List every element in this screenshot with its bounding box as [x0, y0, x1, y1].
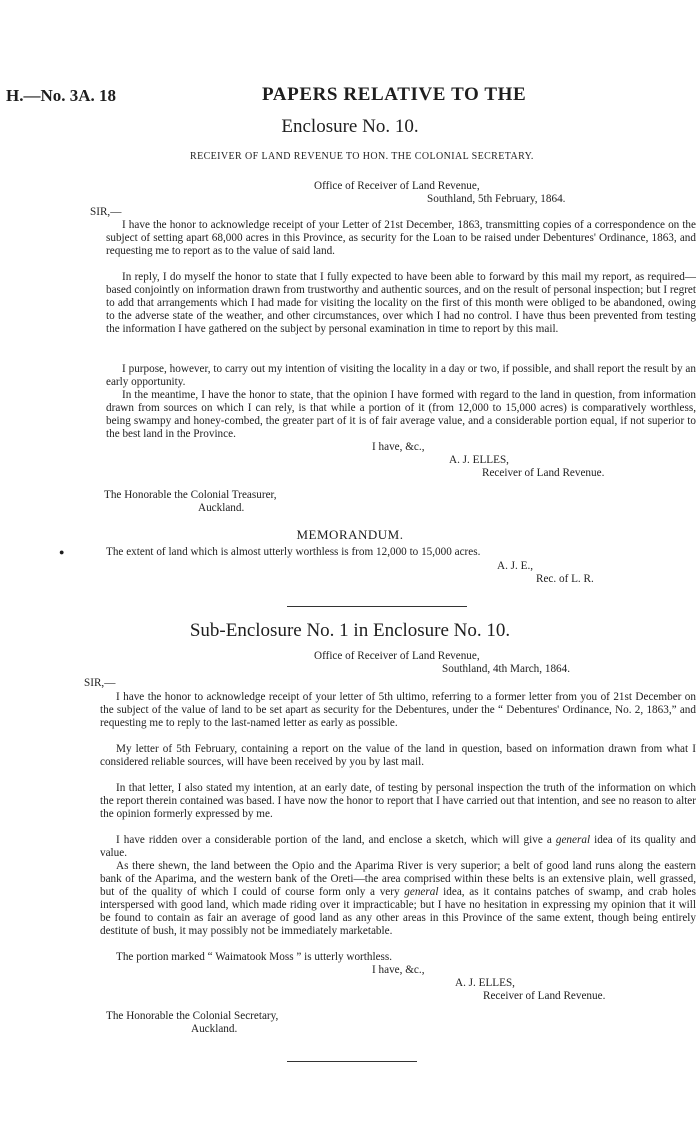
letter-paragraph: I have the honor to acknowledge receipt of your Letter of 21st December, 1863, transmitting copies of a correspondence on the subject of setting apart 68,000 acres in this Province, as security for the Loan to be raised under Debentures' Ordinance, 1863, and requesting me to report as to the value of said land.	[106, 219, 696, 258]
letter-paragraph: My letter of 5th February, containing a report on the value of the land in question, based on information drawn from what I considered reliable sources, will have been received by you by last mail.	[100, 743, 696, 769]
signature-title: Receiver of Land Revenue.	[483, 990, 606, 1002]
bullet-mark: ●	[59, 547, 65, 557]
memorandum-text: The extent of land which is almost utterly worthless is from 12,000 to 15,000 acres.	[106, 546, 481, 558]
enclosure-subtitle: RECEIVER OF LAND REVENUE TO HON. THE COLONIAL SECRETARY.	[190, 151, 534, 162]
letter-paragraph: I have ridden over a considerable portion of the land, and enclose a sketch, which will give a general idea of its quality and value.	[100, 834, 696, 860]
closing: I have, &c.,	[372, 964, 425, 976]
memorandum-title: MEMORANDUM.	[296, 527, 404, 542]
letter-paragraph: I have the honor to acknowledge receipt of your letter of 5th ultimo, referring to a former letter from you of 21st December on the subject of the value of land to be set apart as security for the Debentures, under the “ Debentures' Ordinance, No. 2, 1863,” and requesting me to reply to the last-named letter as early as possible.	[100, 691, 696, 730]
salutation: SIR,—	[90, 206, 122, 218]
memorandum-title-short: Rec. of L. R.	[536, 573, 594, 585]
enclosure-title: Enclosure No. 10.	[281, 116, 419, 137]
letter-paragraph: The portion marked “ Waimatook Moss ” is utterly worthless.	[116, 951, 393, 963]
section-divider	[287, 1061, 417, 1062]
signature: A. J. ELLES,	[455, 977, 515, 989]
addressee-line1: The Honorable the Colonial Secretary,	[106, 1010, 279, 1022]
signature: A. J. ELLES,	[449, 454, 509, 466]
section-divider	[287, 606, 467, 607]
letter-paragraph: In the meantime, I have the honor to state, that the opinion I have formed with regard to the land in question, from information drawn from sources on which I can rely, is that while a portion of it (from 12,000 to 15,000 acres) is comparatively worthless, being swampy and honey-combed, the greater part of it is of fair average value, and a considerable portion equal, if not superior to the best land in the Province.	[106, 389, 696, 441]
signature-title: Receiver of Land Revenue.	[482, 467, 605, 479]
office-address-line2: Southland, 5th February, 1864.	[427, 193, 566, 205]
page-reference: H.—No. 3A. 18	[6, 86, 117, 105]
sub-enclosure-title: Sub-Enclosure No. 1 in Enclosure No. 10.	[189, 620, 511, 641]
office-address-line1: Office of Receiver of Land Revenue,	[314, 650, 480, 662]
memorandum-initials: A. J. E.,	[497, 560, 534, 572]
addressee-line2: Auckland.	[191, 1023, 238, 1035]
closing: I have, &c.,	[372, 441, 425, 453]
office-address-line1: Office of Receiver of Land Revenue,	[314, 180, 480, 192]
addressee-line2: Auckland.	[198, 502, 245, 514]
addressee-line1: The Honorable the Colonial Treasurer,	[104, 489, 277, 501]
letter-paragraph: In that letter, I also stated my intention, at an early date, of testing by personal inspection the truth of the information on which the report therein contained was based. I have now the honor to report that I have carried out that intention, and see no reason to alter the opinion formerly expressed by me.	[100, 782, 696, 821]
office-address-line2: Southland, 4th March, 1864.	[442, 663, 571, 675]
running-title: PAPERS RELATIVE TO THE	[262, 84, 527, 105]
salutation: SIR,—	[84, 677, 116, 689]
letter-paragraph: As there shewn, the land between the Opio and the Aparima River is very superior; a belt of good land runs along the eastern bank of the Aparima, and the western bank of the Oreti—the area comprised within these belts is an extensive plain, well grassed, but of the quality of which I could of course form only a very general idea, as it contains patches of swamp, and crab holes interspersed with good land, which made riding over it impracticable; but I have no hesitation in expressing my opinion that it will be found to contain as fair an average of good land as any other areas in this Province of the same extent, though being entirely destitute of bush, it may possibly not be immediately marketable.	[100, 860, 697, 938]
letter-paragraph: I purpose, however, to carry out my intention of visiting the locality in a day or two, if possible, and shall report the result by an early opportunity.	[106, 363, 696, 389]
letter-paragraph: In reply, I do myself the honor to state that I fully expected to have been able to forward by this mail my report, as required— based conjointly on information drawn from trustworthy and authentic sources, and on the result of personal inspection; but I regret to add that arrangements which I had made for visiting the locality on the first of this month were obliged to be abandoned, owing to the adverse state of the weather, and other circumstances, over which I had no control. I have thus been prevented from testing the information I have gathered on the subject by personal examination in time to report by this mail.	[106, 271, 696, 336]
